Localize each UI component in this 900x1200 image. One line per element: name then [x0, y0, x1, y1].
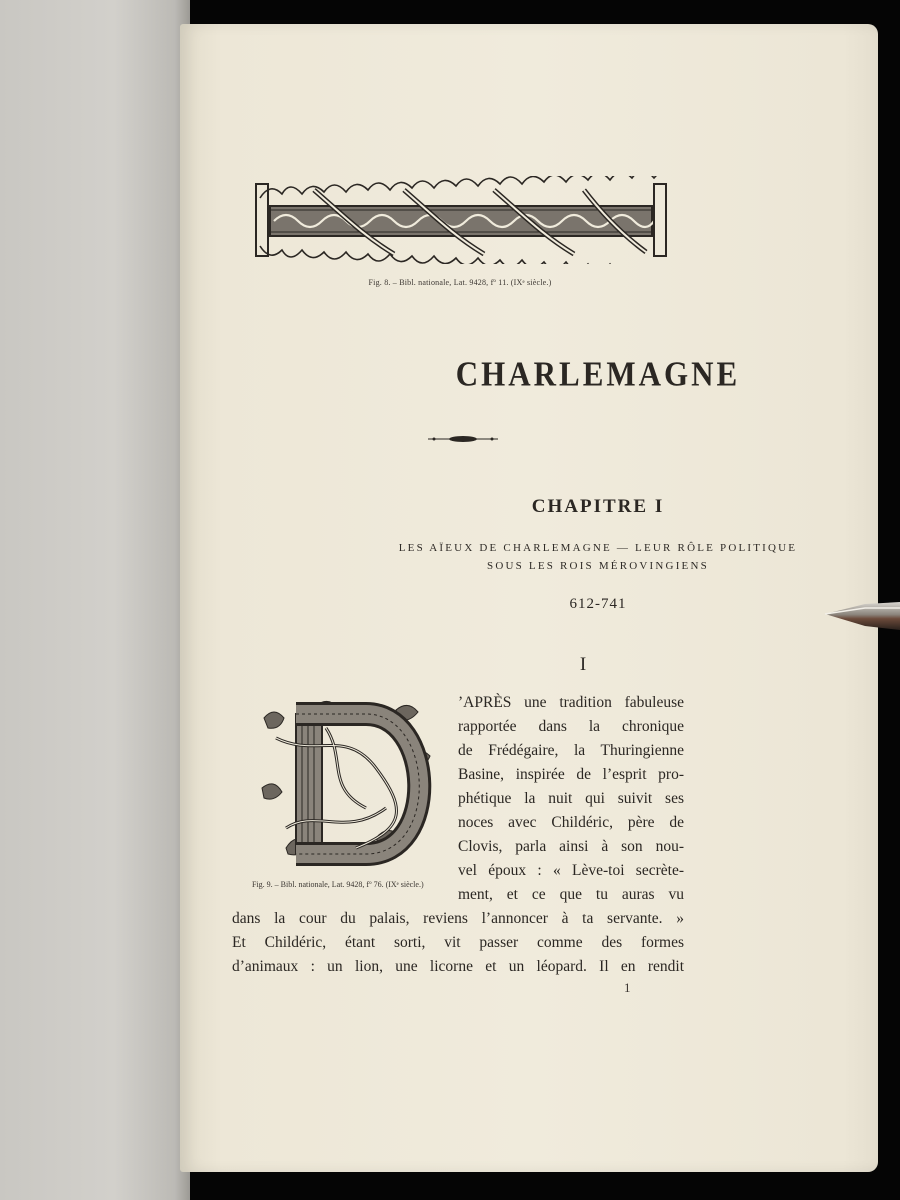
- book-title: CHARLEMAGNE: [455, 354, 741, 394]
- page-number: 1: [624, 980, 631, 995]
- header-figure-caption: Fig. 8. – Bibl. nationale, Lat. 9428, fº 11. (IXᵉ siècle.): [368, 278, 552, 287]
- body-line-1: ’APRÈS une tradition fabuleuse: [458, 694, 684, 711]
- pen-tip-object: [825, 596, 900, 636]
- section-number: I: [579, 654, 587, 675]
- body-line-8: vel époux : « Lève-toi secrète-: [458, 862, 684, 879]
- header-ornament-illustration: [254, 176, 668, 264]
- book-page: [180, 24, 878, 1172]
- dropcap-figure-caption: Fig. 9. – Bibl. nationale, Lat. 9428, fº 76. (IXᵉ siècle.): [252, 880, 424, 889]
- body-line-11: Et Childéric, étant sorti, vit passer comme des formes: [232, 934, 684, 951]
- dropcap-letter: D: [256, 698, 257, 699]
- chapter-subtitle-line-2: SOUS LES ROIS MÉROVINGIENS: [487, 560, 709, 572]
- body-line-7: Clovis, parla ainsi à son nou-: [458, 838, 684, 855]
- body-line-2: rapportée dans la chronique: [458, 718, 684, 735]
- divider-ornament: [428, 434, 498, 444]
- body-line-3: de Frédégaire, la Thuringienne: [458, 742, 684, 759]
- dropcap-d-illustration: [256, 698, 452, 868]
- body-line-9: ment, et ce que tu auras vu: [458, 886, 684, 903]
- chapter-subtitle-line-1: LES AÏEUX DE CHARLEMAGNE — LEUR RÔLE POLITIQUE: [398, 542, 798, 554]
- chapter-heading: CHAPITRE I: [531, 496, 665, 517]
- body-line-10: dans la cour du palais, reviens l’annoncer à ta servante. »: [232, 910, 684, 927]
- body-line-4: Basine, inspirée de l’esprit pro-: [458, 766, 684, 783]
- left-page-edge: [0, 0, 190, 1200]
- body-line-12: d’animaux : un lion, une licorne et un léopard. Il en rendit: [232, 958, 684, 975]
- body-line-6: noces avec Childéric, père de: [458, 814, 684, 831]
- chapter-dates: 612-741: [569, 596, 627, 612]
- body-line-5: phétique la nuit qui suivit ses: [458, 790, 684, 807]
